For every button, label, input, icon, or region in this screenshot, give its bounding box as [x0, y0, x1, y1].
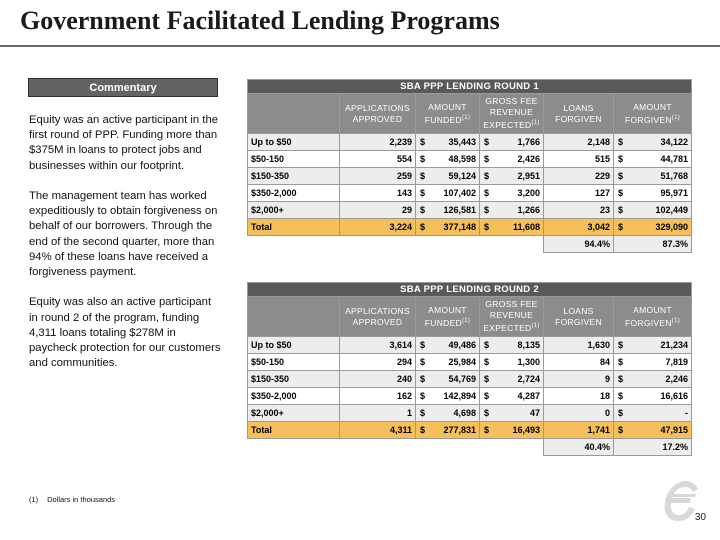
applications-cell: 143 — [340, 185, 416, 202]
loans-forgiven-cell: 515 — [544, 151, 614, 168]
round1-title: SBA PPP LENDING ROUND 1 — [248, 80, 692, 94]
currency-symbol: $ — [614, 337, 628, 354]
table-row — [248, 185, 692, 202]
amount-forgiven-cell: 51,768 — [628, 168, 692, 185]
loans-forgiven-cell: 229 — [544, 168, 614, 185]
table-row — [248, 202, 692, 219]
commentary-paragraph-3: Equity was also an active participant in round 2 of the program, funding 4,311 loans totaling $278M in paycheck protection for our customers and communities. — [29, 296, 221, 370]
footnote-marker: (1) — [29, 495, 39, 504]
currency-symbol: $ — [416, 337, 430, 354]
gross-fee-cell: 2,951 — [494, 168, 544, 185]
row-label: Up to $50 — [248, 337, 340, 354]
amount-forgiven-cell: 102,449 — [628, 202, 692, 219]
loans-forgiven-cell: 3,042 — [544, 219, 614, 236]
row-label: $150-350 — [248, 371, 340, 388]
currency-symbol: $ — [480, 151, 494, 168]
round2-table — [247, 282, 692, 456]
amount-forgiven-cell: 44,781 — [628, 151, 692, 168]
currency-symbol: $ — [416, 405, 430, 422]
row-label: $150-350 — [248, 168, 340, 185]
row-label: $350-2,000 — [248, 185, 340, 202]
applications-cell: 2,239 — [340, 134, 416, 151]
total-row — [248, 422, 692, 439]
table-row — [248, 354, 692, 371]
currency-symbol: $ — [416, 219, 430, 236]
amount-forgiven-cell: 329,090 — [628, 219, 692, 236]
loans-forgiven-cell: 84 — [544, 354, 614, 371]
applications-cell: 3,224 — [340, 219, 416, 236]
table-row — [248, 151, 692, 168]
currency-symbol: $ — [416, 202, 430, 219]
currency-symbol: $ — [480, 202, 494, 219]
amount-funded-cell: 142,894 — [430, 388, 480, 405]
percent-row-blank — [248, 439, 544, 456]
table-row — [248, 337, 692, 354]
percent-row — [248, 439, 692, 456]
amount-forgiven-cell: 21,234 — [628, 337, 692, 354]
currency-symbol: $ — [480, 354, 494, 371]
commentary-text — [29, 113, 223, 387]
applications-cell: 259 — [340, 168, 416, 185]
currency-symbol: $ — [480, 134, 494, 151]
page-number: 30 — [694, 512, 706, 523]
loans-forgiven-cell: 18 — [544, 388, 614, 405]
footnote — [29, 495, 115, 504]
amount-funded-cell: 126,581 — [430, 202, 480, 219]
gross-fee-cell: 11,608 — [494, 219, 544, 236]
currency-symbol: $ — [480, 219, 494, 236]
table-row — [248, 405, 692, 422]
currency-symbol: $ — [614, 168, 628, 185]
gross-fee-cell: 1,766 — [494, 134, 544, 151]
round1-table — [247, 79, 692, 253]
row-label: Total — [248, 219, 340, 236]
currency-symbol: $ — [480, 337, 494, 354]
round1-header-applications: APPLICATIONS APPROVED — [340, 94, 416, 134]
round2-header-amount-funded: AMOUNT FUNDED$^{(1)}$ — [416, 297, 480, 337]
gross-fee-cell: 16,493 — [494, 422, 544, 439]
currency-symbol: $ — [480, 185, 494, 202]
loans-forgiven-cell: 0 — [544, 405, 614, 422]
currency-symbol: $ — [480, 371, 494, 388]
gross-fee-cell: 8,135 — [494, 337, 544, 354]
currency-symbol: $ — [614, 219, 628, 236]
commentary-heading: Commentary — [28, 78, 218, 97]
round1-header-blank — [248, 94, 340, 134]
currency-symbol: $ — [416, 185, 430, 202]
applications-cell: 554 — [340, 151, 416, 168]
amount-forgiven-cell: 47,915 — [628, 422, 692, 439]
applications-cell: 29 — [340, 202, 416, 219]
gross-fee-cell: 2,724 — [494, 371, 544, 388]
row-label: $50-150 — [248, 151, 340, 168]
round2-title: SBA PPP LENDING ROUND 2 — [248, 283, 692, 297]
round1-header-loans-forgiven: LOANS FORGIVEN — [544, 94, 614, 134]
round2-header-blank — [248, 297, 340, 337]
currency-symbol: $ — [480, 388, 494, 405]
amount-funded-cell: 49,486 — [430, 337, 480, 354]
row-label: Up to $50 — [248, 134, 340, 151]
round1-table-wrap — [247, 79, 691, 253]
round2-table-wrap — [247, 282, 691, 456]
row-label: $50-150 — [248, 354, 340, 371]
amount-funded-cell: 35,443 — [430, 134, 480, 151]
applications-cell: 240 — [340, 371, 416, 388]
commentary-paragraph-1: Equity was an active participant in the first round of PPP. Funding more than $375M in loans to protect jobs and businesses within our footprint. — [29, 114, 219, 172]
amount-forgiven-cell: 16,616 — [628, 388, 692, 405]
gross-fee-cell: 3,200 — [494, 185, 544, 202]
loans-forgiven-cell: 23 — [544, 202, 614, 219]
round1-header-gross-fee: GROSS FEE REVENUE EXPECTED$^{(1)}$ — [480, 94, 544, 134]
amount-forgiven-cell: 2,246 — [628, 371, 692, 388]
amount-forgiven-cell: - — [628, 405, 692, 422]
round1-header-amount-forgiven: AMOUNT FORGIVEN$^{(1)}$ — [614, 94, 692, 134]
currency-symbol: $ — [614, 371, 628, 388]
footnote-text: Dollars in thousands — [47, 495, 116, 504]
gross-fee-cell: 2,426 — [494, 151, 544, 168]
applications-cell: 162 — [340, 388, 416, 405]
gross-fee-cell: 4,287 — [494, 388, 544, 405]
applications-cell: 1 — [340, 405, 416, 422]
page-title: Government Facilitated Lending Programs — [20, 6, 500, 35]
currency-symbol: $ — [614, 388, 628, 405]
loans-forgiven-cell: 127 — [544, 185, 614, 202]
currency-symbol: $ — [614, 151, 628, 168]
loans-forgiven-percent: 40.4% — [544, 439, 614, 456]
round2-header-applications: APPLICATIONS APPROVED — [340, 297, 416, 337]
loans-forgiven-cell: 1,741 — [544, 422, 614, 439]
amount-forgiven-percent: 87.3% — [614, 236, 692, 253]
row-label: $2,000+ — [248, 202, 340, 219]
currency-symbol: $ — [416, 168, 430, 185]
gross-fee-cell: 1,266 — [494, 202, 544, 219]
currency-symbol: $ — [614, 405, 628, 422]
loans-forgiven-percent: 94.4% — [544, 236, 614, 253]
currency-symbol: $ — [480, 422, 494, 439]
currency-symbol: $ — [416, 422, 430, 439]
amount-forgiven-cell: 34,122 — [628, 134, 692, 151]
currency-symbol: $ — [614, 422, 628, 439]
table-row — [248, 134, 692, 151]
amount-funded-cell: 4,698 — [430, 405, 480, 422]
commentary-paragraph-2: The management team has worked expeditiously to obtain forgiveness on behalf of our borrowers. Through the end of the second quarter, more than 94% of these loans have received a forgiveness payment. — [29, 190, 218, 279]
table-row — [248, 388, 692, 405]
amount-forgiven-percent: 17.2% — [614, 439, 692, 456]
currency-symbol: $ — [480, 168, 494, 185]
applications-cell: 4,311 — [340, 422, 416, 439]
currency-symbol: $ — [416, 354, 430, 371]
loans-forgiven-cell: 1,630 — [544, 337, 614, 354]
amount-funded-cell: 107,402 — [430, 185, 480, 202]
loans-forgiven-cell: 2,148 — [544, 134, 614, 151]
round2-header-gross-fee: GROSS FEE REVENUE EXPECTED$^{(1)}$ — [480, 297, 544, 337]
currency-symbol: $ — [416, 388, 430, 405]
currency-symbol: $ — [480, 405, 494, 422]
amount-forgiven-cell: 7,819 — [628, 354, 692, 371]
round2-header-loans-forgiven: LOANS FORGIVEN — [544, 297, 614, 337]
round1-body — [248, 134, 692, 253]
gross-fee-cell: 1,300 — [494, 354, 544, 371]
total-row — [248, 219, 692, 236]
applications-cell: 294 — [340, 354, 416, 371]
currency-symbol: $ — [614, 354, 628, 371]
amount-funded-cell: 25,984 — [430, 354, 480, 371]
round2-body — [248, 337, 692, 456]
percent-row — [248, 236, 692, 253]
gross-fee-cell: 47 — [494, 405, 544, 422]
loans-forgiven-cell: 9 — [544, 371, 614, 388]
percent-row-blank — [248, 236, 544, 253]
currency-symbol: $ — [614, 202, 628, 219]
row-label: $350-2,000 — [248, 388, 340, 405]
title-divider — [0, 45, 720, 47]
amount-funded-cell: 59,124 — [430, 168, 480, 185]
round1-header-amount-funded: AMOUNT FUNDED$^{(1)}$ — [416, 94, 480, 134]
applications-cell: 3,614 — [340, 337, 416, 354]
table-row — [248, 168, 692, 185]
amount-funded-cell: 277,831 — [430, 422, 480, 439]
currency-symbol: $ — [614, 134, 628, 151]
row-label: $2,000+ — [248, 405, 340, 422]
amount-funded-cell: 48,598 — [430, 151, 480, 168]
amount-forgiven-cell: 95,971 — [628, 185, 692, 202]
currency-symbol: $ — [416, 151, 430, 168]
currency-symbol: $ — [614, 185, 628, 202]
round2-header-amount-forgiven: AMOUNT FORGIVEN$^{(1)}$ — [614, 297, 692, 337]
currency-symbol: $ — [416, 134, 430, 151]
row-label: Total — [248, 422, 340, 439]
amount-funded-cell: 377,148 — [430, 219, 480, 236]
table-row — [248, 371, 692, 388]
currency-symbol: $ — [416, 371, 430, 388]
amount-funded-cell: 54,769 — [430, 371, 480, 388]
